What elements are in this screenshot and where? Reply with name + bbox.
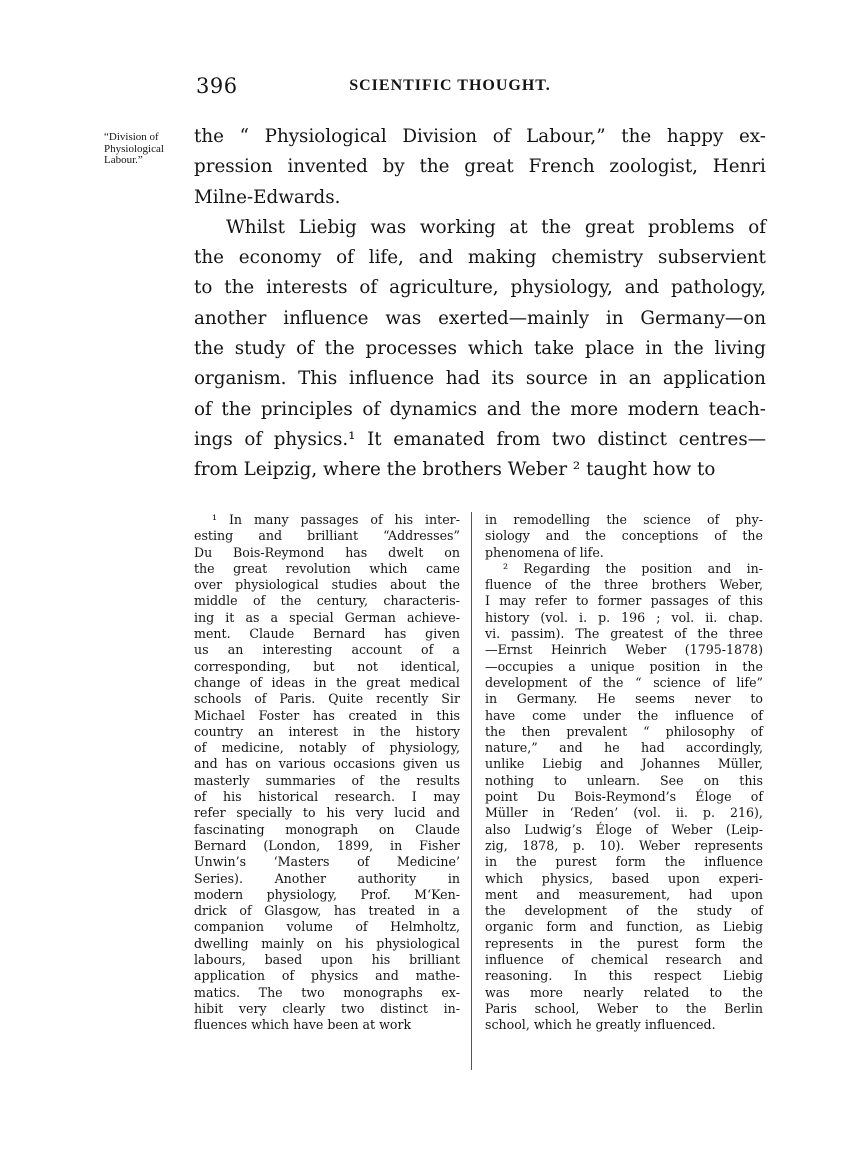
body-text-line: the “ Physiological Division of Labour,” the happy ex- [194, 126, 766, 147]
footnote-line: corresponding, but not identical, [194, 658, 460, 674]
footnote-line: unlike Liebig and Johannes Müller, [485, 756, 763, 772]
footnote-line: esting and brilliant “Addresses” [194, 528, 460, 544]
footnote-left-column [194, 512, 460, 1034]
footnote-line: —occupies a unique position in the [485, 658, 763, 674]
footnote-line: influence of chemical research and [485, 952, 763, 968]
footnote-line: us an interesting account of a [194, 642, 460, 658]
body-text-line: to the interests of agriculture, physiology, and pathology, [194, 277, 766, 299]
footnote-line: Series). Another authority in [194, 870, 460, 886]
running-title: SCIENTIFIC THOUGHT. [349, 77, 551, 94]
body-text-line: organism. This influence had its source in an application [194, 368, 766, 390]
footnote-line: over physiological studies about the [194, 577, 460, 593]
footnote-line: labours, based upon his brilliant [194, 952, 460, 968]
footnote-line: also Ludwig’s Éloge of Weber (Leip- [485, 821, 763, 837]
footnote-line: modern physiology, Prof. M‘Ken- [194, 886, 460, 902]
footnote-line: refer specially to his very lucid and [194, 805, 460, 821]
footnote-line: drick of Glasgow, has treated in a [194, 903, 460, 919]
footnote-line: reasoning. In this respect Liebig [485, 968, 763, 984]
footnote-line: ¹ In many passages of his inter- [212, 512, 460, 527]
footnote-line: of his historical research. I may [194, 789, 460, 805]
footnote-line: the development of the study of [485, 903, 763, 919]
body-text-line: the study of the processes which take place in the living [194, 338, 766, 360]
footnote-line: Bernard (London, 1899, in Fisher [194, 837, 460, 853]
footnote-line: Paris school, Weber to the Berlin [485, 1000, 763, 1016]
footnote-line: ing it as a special German achieve- [194, 609, 460, 625]
body-text-line: Milne-Edwards. [194, 186, 341, 208]
footnote-line: schools of Paris. Quite recently Sir [194, 691, 460, 707]
footnote-line: masterly summaries of the results [194, 772, 460, 788]
footnote-line: nature,” and he had accordingly, [485, 740, 763, 756]
footnote-line: in Germany. He seems never to [485, 691, 763, 707]
footnote-line: in remodelling the science of phy- [485, 512, 763, 527]
page-number: 396 [196, 74, 238, 98]
footnote-line: Müller in ‘Reden’ (vol. ii. p. 216), [485, 805, 763, 821]
footnote-line: vi. passim). The greatest of the three [485, 626, 763, 642]
footnote-line: ² Regarding the position and in- [503, 560, 763, 576]
footnote-line: which physics, based upon experi- [485, 870, 763, 886]
footnote-line: application of physics and mathe- [194, 968, 460, 984]
footnote-line: —Ernst Heinrich Weber (1795-1878) [485, 642, 763, 658]
footnote-line: siology and the conceptions of the [485, 528, 763, 544]
footnote-line: dwelling mainly on his physiological [194, 935, 460, 951]
body-text-line: from Leipzig, where the brothers Weber ² taught how to [194, 459, 716, 481]
footnote-line: of medicine, notably of physiology, [194, 740, 460, 756]
footnote-line: fluence of the three brothers Weber, [485, 577, 763, 593]
footnote-line: ment and measurement, had upon [485, 886, 763, 902]
footnote-line: Michael Foster has created in this [194, 707, 460, 723]
body-text-line: another influence was exerted—mainly in Germany—on [194, 307, 766, 329]
footnote-line: school, which he greatly influenced. [485, 1017, 716, 1033]
footnote-line: history (vol. i. p. 196 ; vol. ii. chap. [485, 609, 763, 625]
footnote-column-divider [471, 512, 472, 1070]
footnote-right-column [485, 512, 763, 1034]
footnote-line: organic form and function, as Liebig [485, 919, 763, 935]
footnote-line: point Du Bois-Reymond’s Éloge of [485, 789, 763, 805]
footnote-line: matics. The two monographs ex- [194, 984, 460, 1000]
footnote-line: zig, 1878, p. 10). Weber represents [485, 837, 763, 853]
footnote-line: in the purest form the influence [485, 854, 763, 870]
body-text-line: pression invented by the great French zoologist, Henri [194, 156, 766, 178]
footnote-line: Unwin’s ‘Masters of Medicine’ [194, 854, 460, 870]
footnote-line: represents in the purest form the [485, 935, 763, 951]
body-text-line: the economy of life, and making chemistry subservient [194, 247, 766, 269]
footnote-line: have come under the influence of [485, 707, 763, 723]
footnote-line: fascinating monograph on Claude [194, 821, 460, 837]
footnote-line: country an interest in the history [194, 723, 460, 739]
footnote-line: fluences which have been at work [194, 1017, 412, 1033]
footnote-line: middle of the century, characteris- [194, 593, 460, 609]
footnote-line: was more nearly related to the [485, 984, 763, 1000]
footnote-line: I may refer to former passages of this [485, 593, 763, 609]
footnote-line: ment. Claude Bernard has given [194, 626, 460, 642]
footnote-line: nothing to unlearn. See on this [485, 772, 763, 788]
footnote-line: development of the “ science of life” [485, 674, 763, 690]
body-text-line: ings of physics.¹ It emanated from two distinct centres— [194, 428, 766, 450]
body-text-line: Whilst Liebig was working at the great problems of [226, 216, 766, 238]
footnote-line: hibit very clearly two distinct in- [194, 1000, 460, 1016]
footnote-line: and has on various occasions given us [194, 756, 460, 772]
body-text-line: of the principles of dynamics and the more modern teach- [194, 398, 766, 420]
footnote-line: companion volume of Helmholtz, [194, 919, 460, 935]
footnote-line: change of ideas in the great medical [194, 674, 460, 690]
body-text [194, 122, 766, 486]
footnote-line: Du Bois-Reymond has dwelt on [194, 544, 460, 560]
footnote-line: phenomena of life. [485, 544, 604, 560]
footnote-line: the then prevalent “ philosophy of [485, 723, 763, 739]
margin-note: “Division of Physiological Labour.” [104, 131, 164, 166]
footnote-line: the great revolution which came [194, 560, 460, 576]
